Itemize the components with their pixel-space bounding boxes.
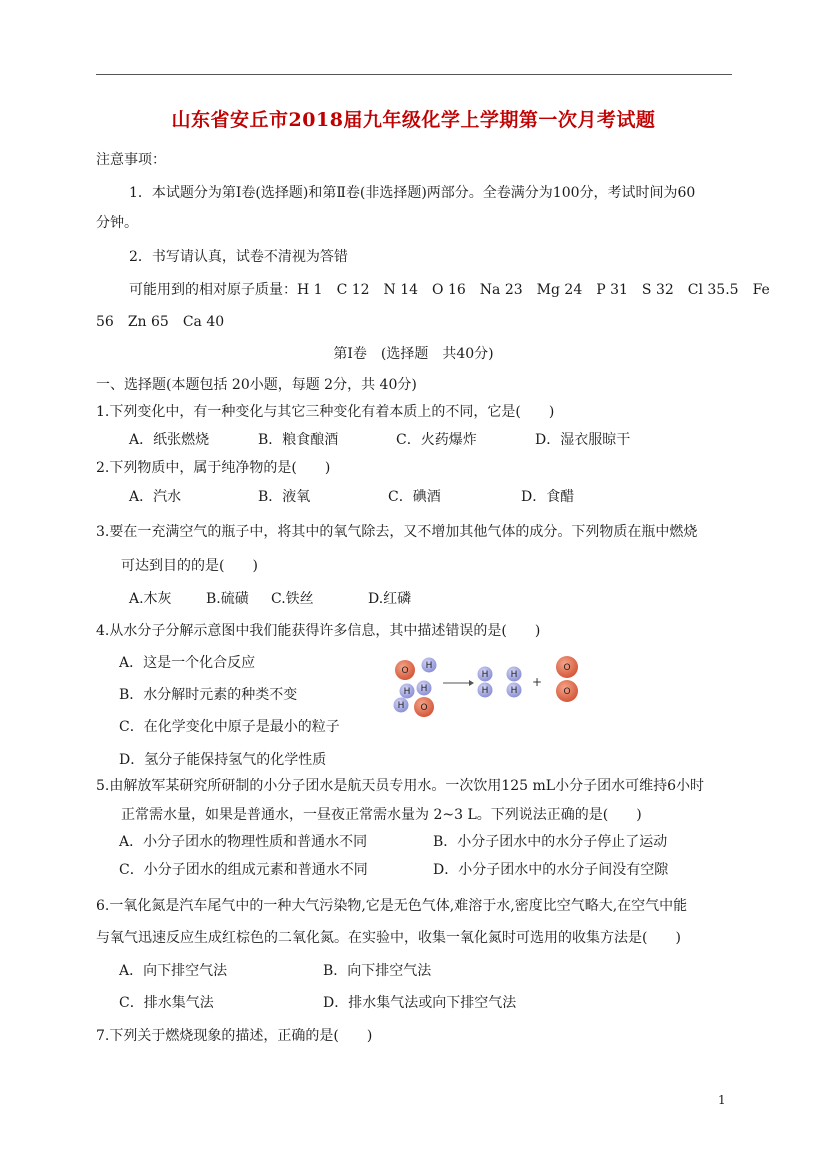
question-5-stem-line1: 5.由解放军某研究所研制的小分子团水是航天员专用水。一次饮用125 mL小分子团水可维持6小时 bbox=[96, 778, 705, 794]
question-3-option-b: B.硫磺 bbox=[206, 591, 249, 607]
water-decomposition-figure bbox=[385, 643, 590, 723]
question-2-option-c: C．碘酒 bbox=[388, 489, 441, 505]
question-1-stem: 1.下列变化中，有一种变化与其它三种变化有着本质上的不同，它是( ) bbox=[96, 404, 555, 420]
question-6-option-a: A．向下排空气法 bbox=[119, 963, 228, 979]
notice-item1-line2: 分钟。 bbox=[96, 215, 138, 231]
question-1-option-b: B．粮食酿酒 bbox=[258, 432, 339, 448]
question-1-option-c: C．火药爆炸 bbox=[396, 432, 477, 448]
question-4-option-a: A．这是一个化合反应 bbox=[119, 655, 256, 671]
question-6-option-c: C．排水集气法 bbox=[119, 995, 214, 1011]
question-6-option-d: D．排水集气法或向下排空气法 bbox=[323, 995, 517, 1011]
oxygen-atom-label: O bbox=[420, 703, 428, 713]
exam-title: 山东省安丘市2018届九年级化学上学期第一次月考试题 bbox=[171, 109, 656, 131]
hydrogen-atom-label: H bbox=[425, 661, 433, 671]
question-5-option-d: D．小分子团水中的水分子间没有空隙 bbox=[433, 862, 669, 878]
question-3-stem-line2: 可达到目的的是( ) bbox=[121, 558, 258, 574]
question-3-option-a: A.木灰 bbox=[129, 591, 172, 607]
atomic-masses-line2: 56 Zn 65 Ca 40 bbox=[96, 314, 225, 330]
page-number: 1 bbox=[718, 1093, 726, 1107]
hydrogen-atom-label: H bbox=[397, 701, 405, 711]
question-5-stem-line2: 正常需水量，如果是普通水，一昼夜正常需水量为 2~3 L。下列说法正确的是( ) bbox=[121, 807, 642, 823]
question-3-option-d: D.红磷 bbox=[368, 591, 412, 607]
part-heading: 一、选择题(本题包括 20小题，每题 2分，共 40分) bbox=[96, 377, 417, 393]
plus-sign: + bbox=[531, 675, 543, 689]
question-6-stem-line2: 与氧气迅速反应生成红棕色的二氧化氮。在实验中，收集一氧化氮时可选用的收集方法是( ) bbox=[96, 930, 681, 946]
question-4-option-c: C．在化学变化中原子是最小的粒子 bbox=[119, 719, 340, 735]
hydrogen-atom-label: H bbox=[420, 684, 428, 694]
question-5-option-a: A．小分子团水的物理性质和普通水不同 bbox=[119, 834, 368, 850]
reaction-arrow-icon bbox=[443, 680, 474, 686]
notice-heading: 注意事项： bbox=[96, 152, 166, 168]
question-3-option-c: C.铁丝 bbox=[271, 591, 314, 607]
hydrogen-atom-label: H bbox=[510, 686, 518, 696]
hydrogen-atom-label: H bbox=[481, 670, 489, 680]
hydrogen-molecule-2 bbox=[507, 667, 522, 698]
question-2-option-d: D．食醋 bbox=[521, 489, 575, 505]
question-2-option-a: A．汽水 bbox=[129, 489, 182, 505]
question-5-option-b: B．小分子团水中的水分子停止了运动 bbox=[433, 834, 668, 850]
question-2-option-b: B．液氧 bbox=[258, 489, 311, 505]
hydrogen-atom-label: H bbox=[403, 687, 411, 697]
question-2-stem: 2.下列物质中，属于纯净物的是( ) bbox=[96, 460, 331, 476]
notice-item1-line1: 1．本试题分为第Ⅰ卷(选择题)和第Ⅱ卷(非选择题)两部分。全卷满分为100分，考试时间为60 bbox=[129, 185, 696, 201]
hydrogen-atom-label: H bbox=[481, 686, 489, 696]
notice-item2: 2．书写请认真，试卷不清视为答错 bbox=[129, 249, 348, 265]
oxygen-atom-label: O bbox=[563, 687, 571, 697]
oxygen-atom-label: O bbox=[401, 666, 409, 676]
water-molecule-bottom bbox=[394, 681, 435, 718]
question-6-stem-line1: 6.一氧化氮是汽车尾气中的一种大气污染物,它是无色气体,难溶于水,密度比空气略大,在空气中能 bbox=[96, 898, 688, 914]
question-4-option-d: D．氢分子能保持氢气的化学性质 bbox=[119, 752, 327, 768]
question-7-stem: 7.下列关于燃烧现象的描述，正确的是( ) bbox=[96, 1028, 373, 1044]
section-heading: 第Ⅰ卷 (选择题 共40分) bbox=[333, 346, 494, 362]
atomic-masses-line1: 可能用到的相对原子质量：H 1 C 12 N 14 O 16 Na 23 Mg 24 P 31 S 32 Cl 35.5 Fe bbox=[129, 282, 770, 298]
question-5-option-c: C．小分子团水的组成元素和普通水不同 bbox=[119, 862, 368, 878]
water-molecule-top bbox=[395, 658, 437, 699]
hydrogen-atom-label: H bbox=[510, 670, 518, 680]
question-6-option-b: B．向下排空气法 bbox=[323, 963, 432, 979]
question-1-option-d: D．湿衣服晾干 bbox=[535, 432, 631, 448]
question-1-option-a: A．纸张燃烧 bbox=[129, 432, 210, 448]
oxygen-molecule bbox=[556, 656, 578, 702]
question-3-stem-line1: 3.要在一充满空气的瓶子中，将其中的氧气除去，又不增加其他气体的成分。下列物质在瓶中燃烧 bbox=[96, 524, 698, 540]
hydrogen-molecule-1 bbox=[478, 667, 493, 698]
question-4-option-b: B．水分解时元素的种类不变 bbox=[119, 687, 298, 703]
oxygen-atom-label: O bbox=[563, 663, 571, 673]
question-4-stem: 4.从水分子分解示意图中我们能获得许多信息，其中描述错误的是( ) bbox=[96, 623, 541, 639]
header-rule bbox=[96, 74, 732, 75]
